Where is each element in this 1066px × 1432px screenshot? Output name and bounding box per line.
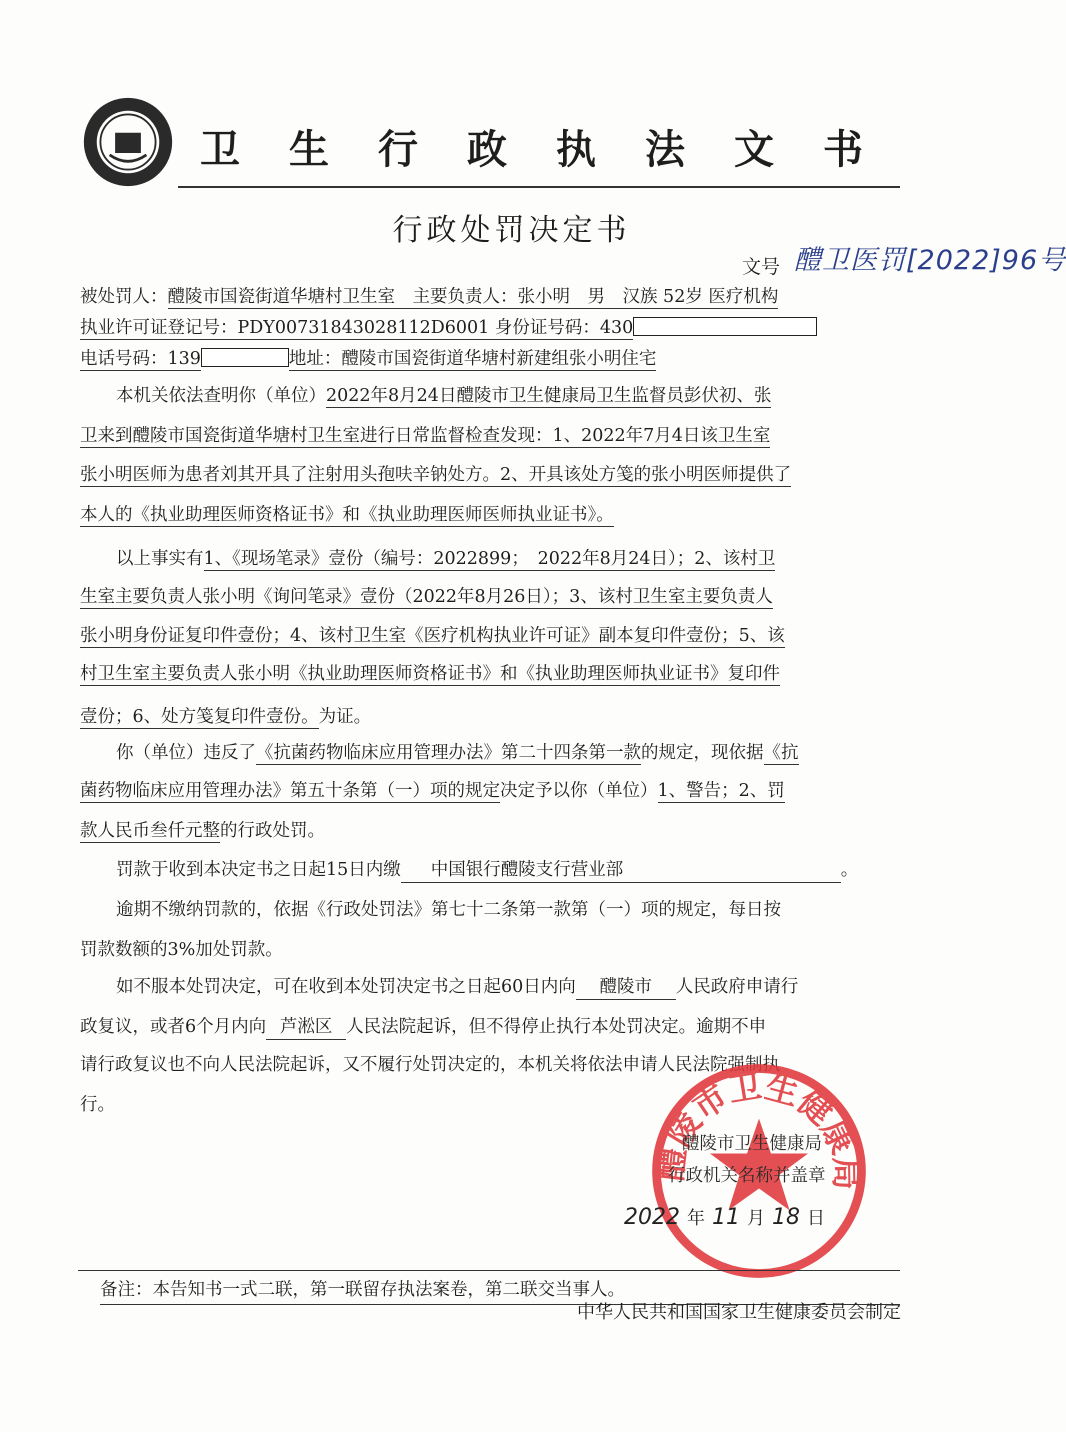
- p1-line-2: [80, 424, 900, 448]
- p2-line-5: [80, 705, 900, 729]
- issuer-note: 中华人民共和国国家卫生健康委员会制定: [577, 1302, 901, 1323]
- p1-text-2: 卫来到醴陵市国瓷街道华塘村卫生室进行日常监督检查发现：1、2022年7月4日该卫生室: [80, 426, 771, 446]
- party-line-2: [80, 316, 900, 340]
- phone-label: 电话号码：139: [80, 349, 201, 369]
- party-line-3: [80, 347, 900, 371]
- p2-text-4: 村卫生室主要负责人张小明《执业助理医师资格证书》和《执业助理医师执业证书》复印件: [80, 664, 780, 684]
- party-info: 醴陵市国瓷街道华塘村卫生室 主要负责人：张小明 男 汉族 52岁 医疗机构: [167, 287, 779, 307]
- p6-text-4: 行。: [80, 1095, 115, 1115]
- document-title: 行政处罚决定书: [392, 213, 631, 248]
- p2-text-5: 壹份；6、处方笺复印件壹份。: [80, 707, 319, 727]
- p1-line-4: [80, 503, 900, 527]
- p5-text-2: 罚款数额的3%加处罚款。: [80, 940, 283, 960]
- p3-line-3: [80, 819, 900, 843]
- p6-l2b: 人民法院起诉，但不得停止执行本处罚决定。逾期不申: [346, 1017, 767, 1037]
- court-district: 芦淞区: [266, 1015, 346, 1040]
- reference-label: 文号: [742, 256, 781, 278]
- p2-line-3: [80, 624, 900, 648]
- party-line-1: [80, 285, 900, 309]
- seal-caption: 行政机关名称并盖章: [668, 1166, 826, 1186]
- p2-line-1: [116, 547, 900, 571]
- p1-line-1: [116, 384, 900, 408]
- header-title: 卫生行政执法文书: [200, 126, 912, 173]
- date-month-label: 月: [747, 1208, 765, 1229]
- p6-a: 如不服本处罚决定，可在收到本处罚决定书之日起60日内向: [116, 977, 576, 997]
- p3-l3b: 的行政处罚。: [220, 821, 325, 841]
- date-day: 18: [772, 1205, 800, 1230]
- date-year: 2022: [624, 1205, 680, 1230]
- p2-line-4: [80, 662, 900, 686]
- license-and-id: 执业许可证登记号：PDY00731843028112D6001 身份证号码：430: [80, 318, 634, 338]
- p5-text-1: 逾期不缴纳罚款的，依据《行政处罚法》第七十二条第一款第（一）项的规定，每日按: [116, 900, 781, 920]
- footer-divider: [78, 1270, 900, 1271]
- reference-number: 醴卫医罚[2022]96号: [794, 245, 1066, 276]
- p6-b: 人民政府申请行: [675, 977, 799, 997]
- health-commission-emblem-icon: [82, 96, 174, 188]
- p3-line-2: [80, 779, 900, 803]
- p2-lead: 以上事实有: [116, 549, 204, 569]
- address: 地址：醴陵市国瓷街道华塘村新建组张小明住宅: [288, 349, 657, 369]
- header-divider: [178, 186, 900, 188]
- p4-line: [116, 858, 900, 883]
- p3-l3a: 款人民币叁仟元整: [80, 821, 220, 841]
- p3-l2b: 决定予以你（单位）: [500, 781, 658, 801]
- payment-bank: 中国银行醴陵支行营业部: [401, 858, 841, 883]
- p1-text-1: 2022年8月24日醴陵市卫生健康局卫生监督员彭伏初、张: [326, 386, 772, 406]
- p1-line-3: [80, 463, 900, 487]
- p3-b: 《抗菌药物临床应用管理办法》第二十四条第一款: [256, 743, 641, 763]
- seal-text: 醴陵市卫生健康局: [651, 1067, 866, 1191]
- p2-line-2: [80, 585, 900, 609]
- p2-text-2: 生室主要负责人张小明《询问笔录》壹份（2022年8月26日）；3、该村卫生室主要负责人: [80, 587, 773, 607]
- p5-line-2: [80, 938, 900, 962]
- p2-tail: 为证。: [318, 707, 372, 727]
- p2-text-1: 1、《现场笔录》壹份（编号：2022899； 2022年8月24日）；2、该村卫: [203, 549, 776, 569]
- p6-text-3: 请行政复议也不向人民法院起诉，又不履行处罚决定的，本机关将依法申请人民法院强制执: [80, 1055, 780, 1075]
- p4-end: 。: [840, 860, 859, 880]
- p1-lead: 本机关依法查明你（单位）: [116, 386, 326, 406]
- date-month: 11: [712, 1205, 740, 1230]
- p4-a: 罚款于收到本决定书之日起15日内缴: [116, 860, 401, 880]
- remark-note: 备注：本告知书一式二联，第一联留存执法案卷，第二联交当事人。: [100, 1276, 900, 1305]
- p1-text-4: 本人的《执业助理医师资格证书》和《执业助理医师医师执业证书》。: [80, 505, 614, 525]
- p6-line-1: [116, 975, 900, 1000]
- redacted-id-box: [633, 317, 817, 336]
- p1-text-3: 张小明医师为患者刘其开具了注射用头孢呋辛钠处方。2、开具该处方笺的张小明医师提供了: [80, 465, 792, 485]
- p3-line-1: [116, 741, 900, 765]
- p5-line-1: [116, 898, 900, 922]
- review-government: 醴陵市: [576, 975, 676, 1000]
- date-year-label: 年: [687, 1208, 705, 1229]
- p2-text-3: 张小明身份证复印件壹份；4、该村卫生室《医疗机构执业许可证》副本复印件壹份；5、该: [80, 626, 785, 646]
- p6-l2a: 政复议，或者6个月内向: [80, 1017, 267, 1037]
- p3-c: 的规定，现依据: [641, 743, 764, 763]
- decision-date: [624, 1204, 825, 1230]
- p3-d: 《抗: [763, 743, 799, 763]
- p6-line-2: [80, 1015, 900, 1040]
- p3-l2c: 1、警告；2、罚: [657, 781, 785, 801]
- p3-l2a: 菌药物临床应用管理办法》第五十条第（一）项的规定: [80, 781, 500, 801]
- date-day-label: 日: [807, 1208, 825, 1229]
- agency-name: 醴陵市卫生健康局: [682, 1134, 822, 1154]
- redacted-phone-box: [201, 348, 289, 367]
- party-label: 被处罚人：: [80, 287, 168, 307]
- p3-a: 你（单位）违反了: [116, 743, 256, 763]
